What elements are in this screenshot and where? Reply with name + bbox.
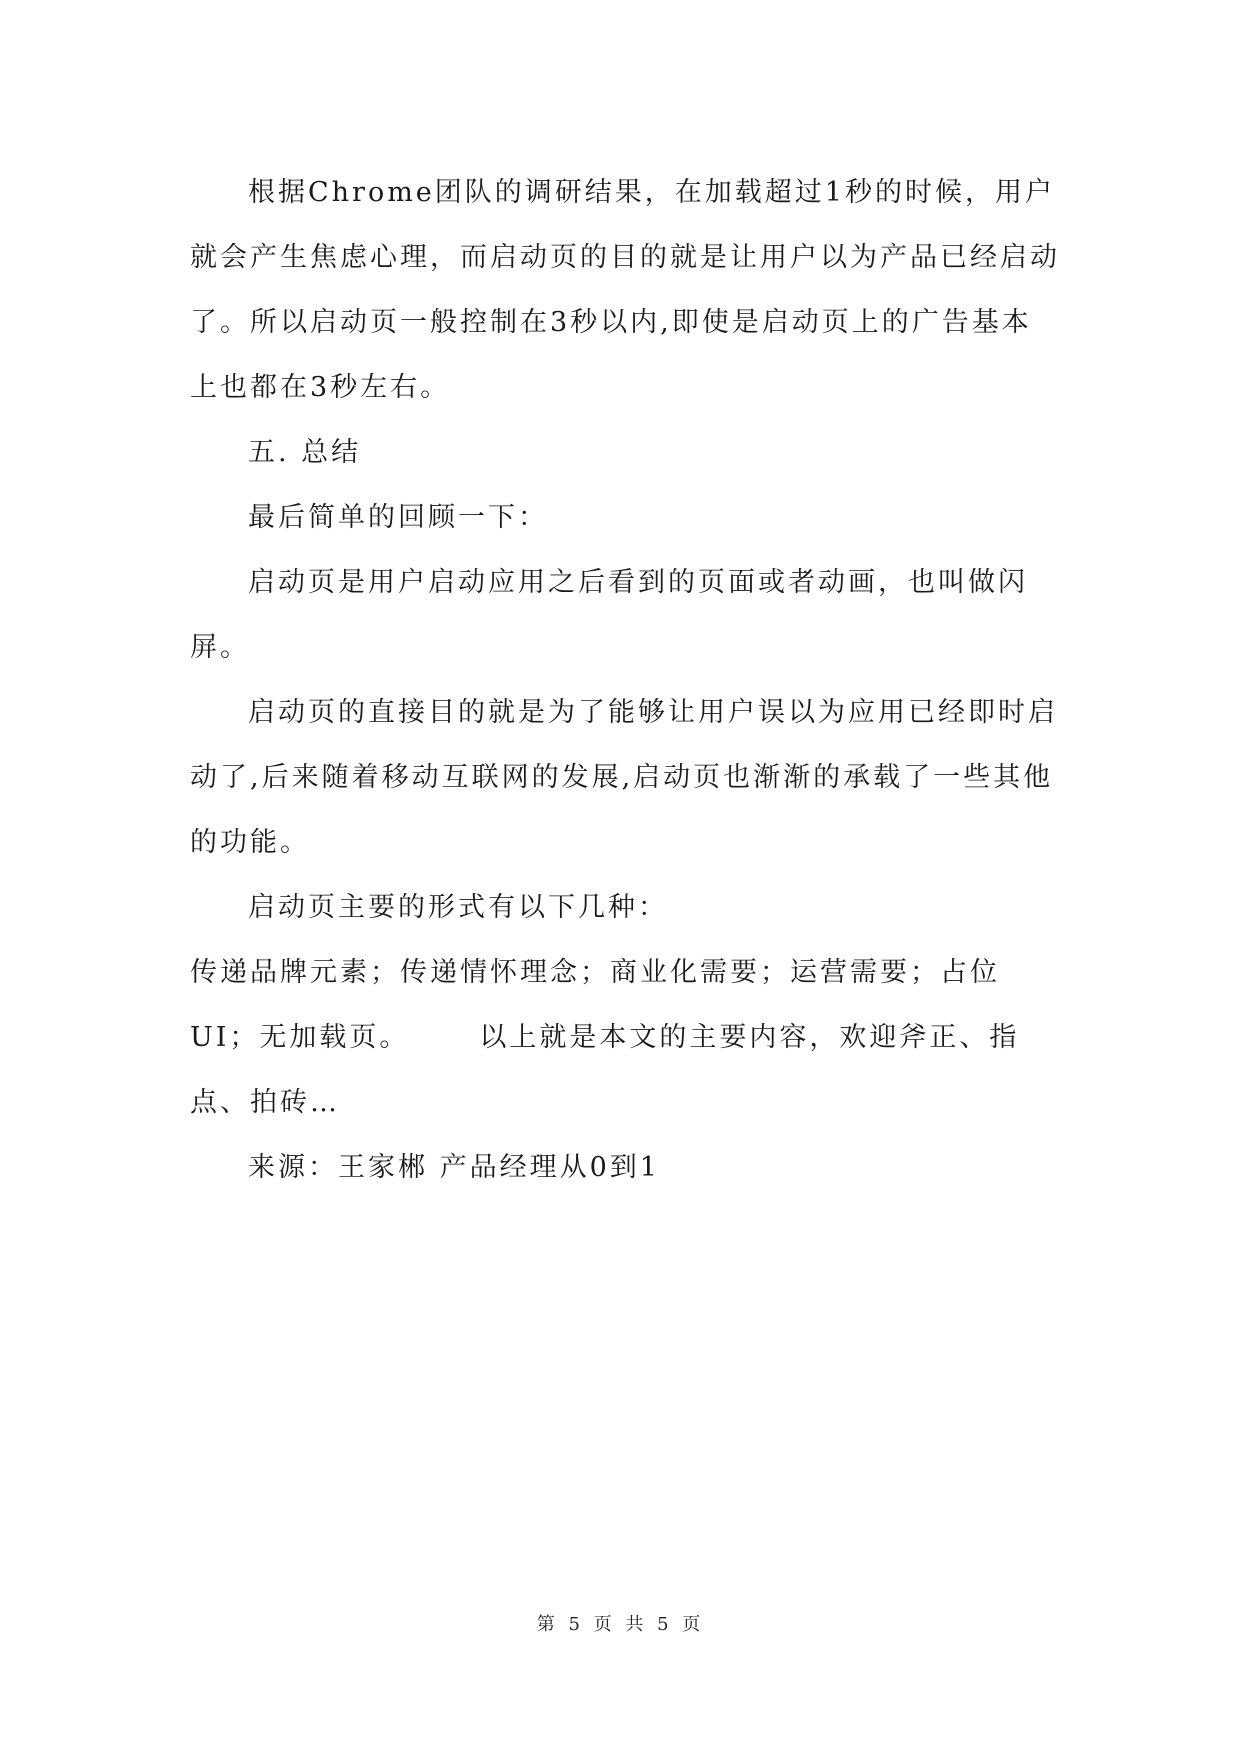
document-body: [190, 160, 1060, 1200]
paragraph-recap-intro: 最后简单的回顾一下：: [248, 502, 548, 533]
forms-list-text: 传递品牌元素；传递情怀理念；商业化需要；运营需要；占位UI；无加载页。: [190, 957, 1000, 1053]
paragraph-forms-list: [190, 940, 1060, 1135]
closing-remark: 以上就是本文的主要内容，欢迎斧正、指点、拍砖…: [190, 1022, 1020, 1118]
paragraph-chrome-research: 根据Chrome团队的调研结果，在加载超过1秒的时候，用户就会产生焦虑心理，而启动页的目的就是让用户以为产品已经启动了。所以启动页一般控制在3秒以内,即使是启动页上的广告基本上也都在3秒左右。: [190, 177, 1060, 403]
section-heading-summary: 五. 总结: [248, 437, 362, 468]
paragraph-definition: 启动页是用户启动应用之后看到的页面或者动画，也叫做闪屏。: [190, 567, 1028, 663]
page-footer: 第 5 页 共 5 页: [536, 1614, 705, 1635]
paragraph-forms-intro: 启动页主要的形式有以下几种：: [248, 892, 668, 923]
paragraph-purpose: 启动页的直接目的就是为了能够让用户误以为应用已经即时启动了,后来随着移动互联网的发展,启动页也渐渐的承载了一些其他的功能。: [190, 697, 1058, 858]
paragraph-source: 来源：王家郴 产品经理从0到1: [248, 1152, 660, 1183]
